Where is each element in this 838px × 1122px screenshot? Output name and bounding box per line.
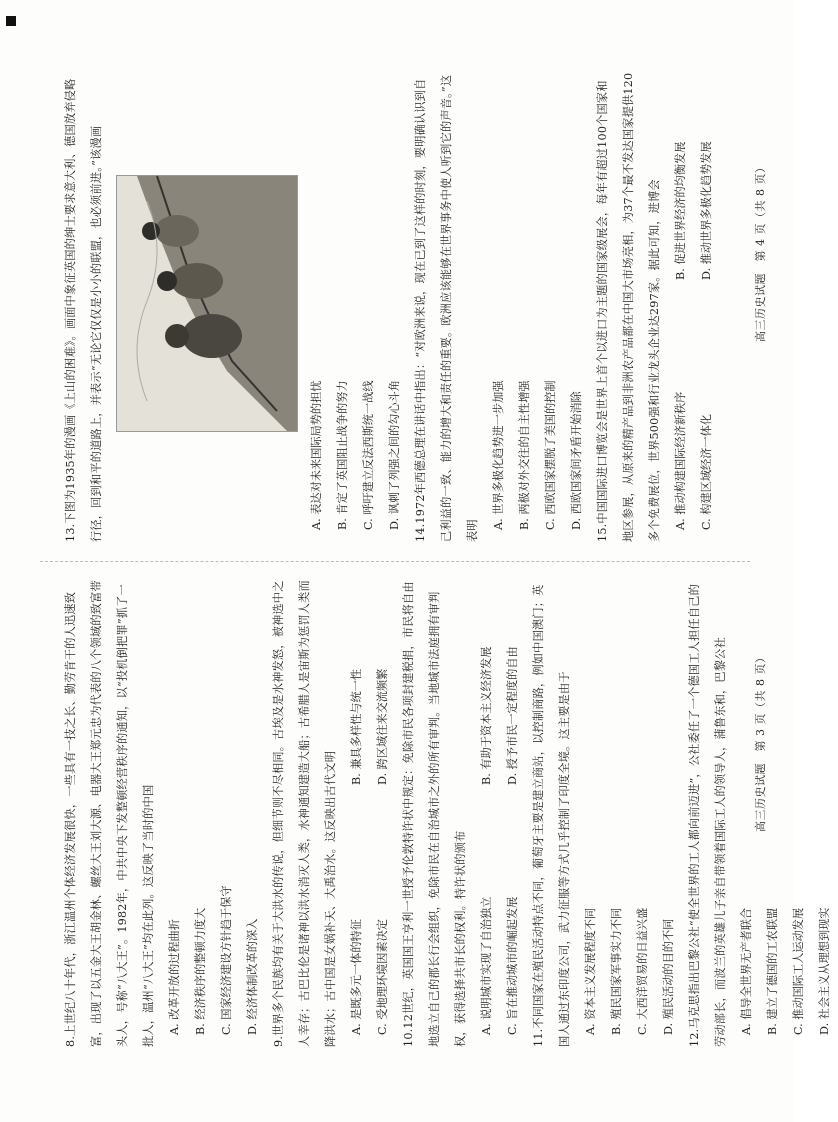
options-list (474, 577, 526, 1047)
question-block (590, 72, 720, 542)
option-choice[interactable]: C. 构建区域经济一体化 (700, 414, 713, 530)
question-text: 14.1972年西德总理在讲话中指出：“对欧洲来说，现在已到了这样的时刻，要明确认识到自己利益的一致、能力的增大和责任的重要。欧洲应该能够在世界事务中使人听到它的声音。”这表明 (414, 74, 479, 542)
options-list (304, 72, 408, 542)
column-divider (40, 561, 750, 562)
options-list (344, 577, 396, 1047)
question-text: 15.中国国际进口博览会是世界上首个以进口为主题的国家级展会，每年有超过100个国家和地区参展，从原来的精产品到非洲农产品都在中国大市场亮相，为37个最不发达国家提供120多个免费展位，世界500强和行业龙头企业达297家。据此可知，进博会 (596, 72, 661, 542)
option-choice[interactable]: B. 建立了德国的工农联盟 (766, 907, 779, 1035)
option-choice[interactable]: C. 大西洋贸易的日益兴盛 (636, 907, 649, 1035)
option-choice[interactable]: B. 兼具多样性与统一性 (350, 668, 363, 785)
question-block (396, 577, 526, 1047)
option-choice[interactable]: A. 是既多元一体的特征 (350, 919, 363, 1035)
footer-right: 高三历史试题 第 4 页（共 8 页） (754, 161, 767, 342)
option-choice[interactable]: C. 推动国际工人运动发展 (792, 907, 805, 1035)
options-list (486, 72, 590, 542)
question-text: 9.世界多个民族均有关于大洪水的传说，但细节则不尽相同。古埃及是水神发怒，被神选中之人幸存；古巴比伦是诸神以洪水消灭人类，水神通知建造大船；古希腊人是宙斯为惩罚人类而降洪水；古中国是女娲补天、大禹治水。这反映出古代文明 (272, 580, 337, 1047)
options-list (668, 72, 720, 542)
left-column (58, 577, 838, 1047)
question-block (266, 577, 396, 1047)
option-choice[interactable]: D. 殖民活动的目的不同 (662, 918, 675, 1035)
cartoon-image (116, 175, 298, 432)
options-list (162, 577, 266, 1047)
option-choice[interactable]: D. 跨区域往来交流频繁 (376, 668, 389, 785)
option-choice[interactable]: B. 殖民国家军事实力不同 (610, 907, 623, 1035)
option-choice[interactable]: C. 旨在推动城市的崛起发展 (506, 896, 519, 1035)
question-block (526, 577, 682, 1047)
option-choice[interactable]: D. 经济体制改革的深入 (246, 918, 259, 1035)
question-text: 13.下图为1935年的漫画《上山的困难》。画面中象征英国的绅士要求意大利、德国放弃侵略行径，回到和平的道路上，并表示“无论它仅仅是小小的联盟，也必须前进。”该漫画 (64, 78, 103, 542)
question-block (58, 72, 408, 542)
question-block (408, 72, 590, 542)
option-choice[interactable]: A. 倡导全世界无产者联合 (740, 907, 753, 1035)
question-text: 11.不同国家在殖民活动特点不同，葡萄牙主要是建立商站，以控制商路，例如中国澳门；英国人通过东印度公司，武力征服等方式几乎控制了印度全境。这主要是由于 (532, 584, 571, 1047)
option-choice[interactable]: D. 西欧国家间矛盾开始消除 (570, 391, 583, 530)
option-choice[interactable]: D. 讽刺了列强之间的勾心斗角 (388, 380, 401, 530)
option-choice[interactable]: A. 推动构建国际经济新秩序 (674, 391, 687, 530)
option-choice[interactable]: D. 社会主义从理想到现实 (818, 907, 831, 1035)
option-choice[interactable]: B. 经济秩序的整顿力度大 (194, 907, 207, 1035)
question-text: 12.马克思指出巴黎公社“使全世界的工人都向前迈进”，公社委任了一个德国工人担任自己的劳动部长，而波兰的英雄儿子亲自带领着国际工人的领导人，蒲鲁东和，巴黎公社 (688, 584, 727, 1047)
option-choice[interactable]: A. 表达对未来国际局势的担忧 (310, 380, 323, 530)
option-choice[interactable]: B. 肯定了英国阻止战争的努力 (336, 380, 349, 530)
right-column (58, 72, 720, 542)
question-text: 8.上世纪八十年代，浙江温州个体经济发展很快，一些具有一技之长、勤劳肯干的人迅速致富，出现了以五金大王胡金林、螺丝大王刘大源、电器大王郑元忠为代表的八个领域的致富带头人，号称“八大王”。1982年，中共中央下发整顿经营秩序的通知，以“投机倒把罪”抓了一批人，温州“八大王”均在此列。这反映了当时的中国 (64, 580, 155, 1047)
option-choice[interactable]: C. 呼吁建立反法西斯统一战线 (362, 380, 375, 530)
option-choice[interactable]: A. 资本主义发展程度不同 (584, 907, 597, 1035)
option-choice[interactable]: A. 说明城市实现了自治独立 (480, 896, 493, 1035)
option-choice[interactable]: B. 两极对外交往的自主性增强 (518, 380, 531, 530)
footer-left: 高三历史试题 第 3 页（共 8 页） (754, 651, 767, 832)
option-choice[interactable]: C. 西欧国家摆脱了美国的控制 (544, 380, 557, 530)
corner-mark (6, 16, 16, 26)
option-choice[interactable]: D. 推动世界多极化趋势发展 (700, 141, 713, 280)
question-block (58, 577, 266, 1047)
option-choice[interactable]: A. 改革开放的过程曲折 (168, 919, 181, 1035)
option-choice[interactable]: B. 促进世界经济的均衡发展 (674, 141, 687, 280)
option-choice[interactable]: C. 受地理环境因素决定 (376, 919, 389, 1035)
option-choice[interactable]: C. 国家经济建设方针趋于保守 (220, 885, 233, 1035)
question-text: 10.12世纪，英国国王亨利一世授予伦敦特许状中规定：免除市民各项封建税捐，市民将自由地选立自己的郡长行会组织，免除市民在自治城市之外的所有审判。当地城市法庭拥有审判权，获得选择共市长的权利。特许状的颁布 (402, 581, 467, 1047)
option-choice[interactable]: B. 有助于资本主义经济发展 (480, 646, 493, 785)
options-list (734, 577, 838, 1047)
option-choice[interactable]: D. 授予市民一定程度的自由 (506, 646, 519, 785)
option-choice[interactable]: A. 世界多极化趋势进一步加强 (492, 380, 505, 530)
options-list (578, 577, 682, 1047)
